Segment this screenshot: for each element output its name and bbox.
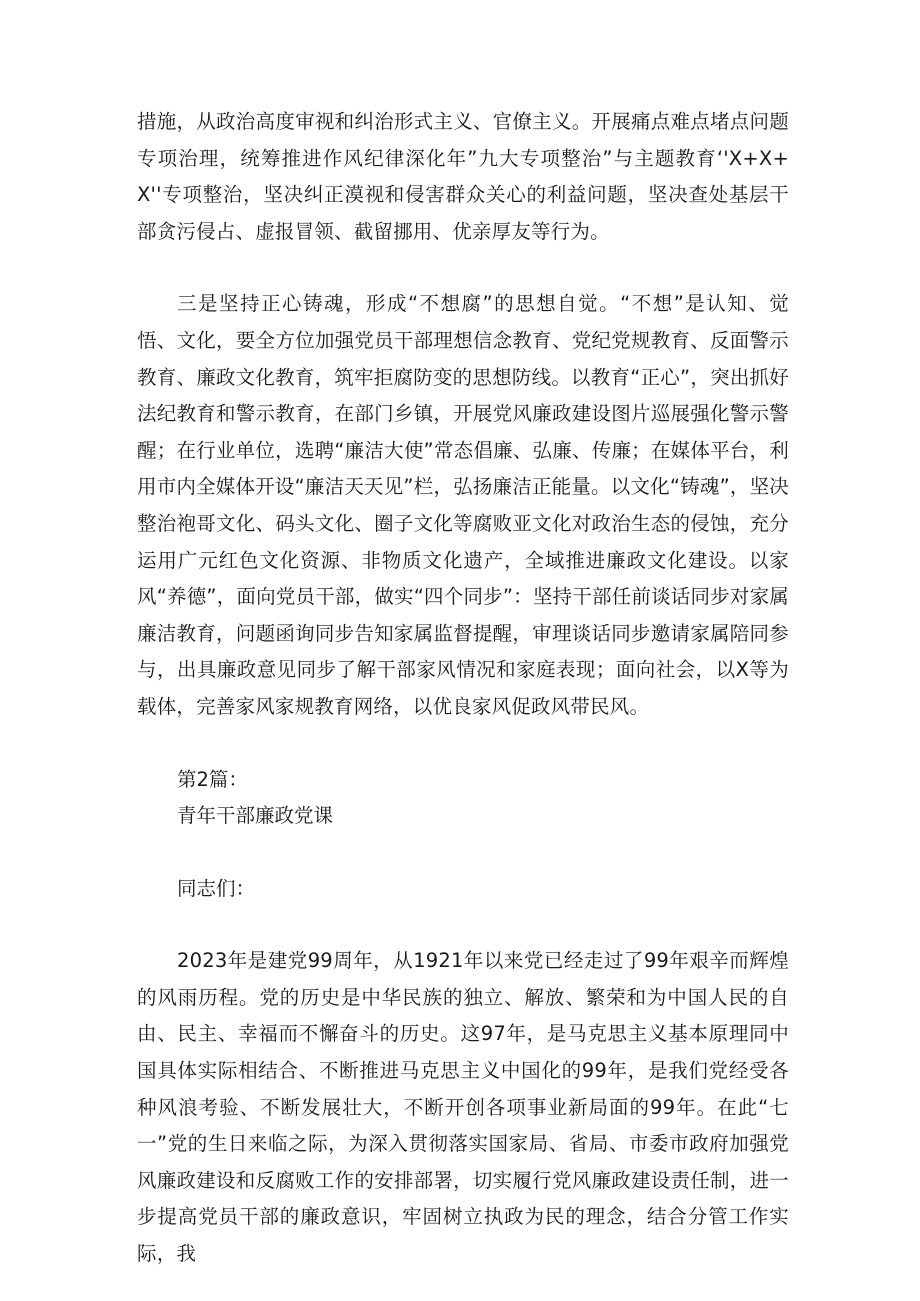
- paragraph-anniversary: 2023年是建党99周年，从1921年以来党已经走过了99年艰辛而辉煌的风雨历程。党的历史是中华民族的独立、解放、繁荣和为中国人民的自由、民主、幸福而不懈奋斗的历史。这97年，是马克思主义基本原理同中国具体实际相结合、不断推进马克思主义中国化的99年，是我们党经受各种风浪考验、不断发展壮大，不断开创各项事业新局面的99年。在此“七一”党的生日来临之际，为深入贯彻落实国家局、省局、市委市政府加强党风廉政建设和反腐败工作的安排部署，切实履行党风廉政建设责任制，进一步提高党员干部的廉政意识，牢固树立执政为民的理念，结合分管工作实际，我: [137, 949, 790, 1266]
- article-number: 第2篇：: [177, 767, 248, 791]
- paragraph-gap: [137, 907, 789, 943]
- paragraph-gap: [137, 250, 789, 286]
- paragraph-measures: 措施，从政治高度审视和纠治形式主义、官僚主义。开展痛点难点堵点问题专项治理，统筹推进作风纪律深化年”九大专项整治”与主题教育‘'X+X+X''专项整治，坚决纠正漠视和侵害群众关心的利益问题，坚决查处基层干部贪污侵占、虚报冒领、截留挪用、优亲厚友等行为。: [137, 110, 789, 243]
- paragraph-third-point: 三是坚持正心铸魂，形成“不想腐”的思想自觉。“不想”是认知、觉悟、文化，要全方位加强党员干部理想信念教育、党纪党规教育、反面警示教育、廉政文化教育，筑牢拒腐防变的思想防线。以教育“正心”，突出抓好法纪教育和警示教育，在部门乡镇，开展党风廉政建设图片巡展强化警示警醒；在行业单位，选聘“廉洁大使”常态倡廉、弘廉、传廉；在媒体平台，利用市内全媒体开设“廉洁天天见”栏，弘扬廉洁正能量。以文化“铸魂”，坚决整治袍哥文化、码头文化、圈子文化等腐败亚文化对政治生态的侵蚀，充分运用广元红色文化资源、非物质文化遗产，全域推进廉政文化建设。以家风“养德”，面向党员干部，做实“四个同步”：坚持干部任前谈话同步对家属廉洁教育，问题函询同步告知家属监督提醒，审理谈话同步邀请家属陪同参与，出具廉政意见同步了解干部家风情况和家庭表现；面向社会，以X等为载体，完善家风家规教育网络，以优良家风促政风带民风。: [137, 292, 789, 718]
- paragraph-gap: [137, 835, 789, 871]
- document-body: [137, 104, 789, 1273]
- paragraph-gap: [137, 726, 789, 762]
- greeting: 同志们：: [177, 876, 256, 900]
- article-title: 青年干部廉政党课: [177, 804, 334, 828]
